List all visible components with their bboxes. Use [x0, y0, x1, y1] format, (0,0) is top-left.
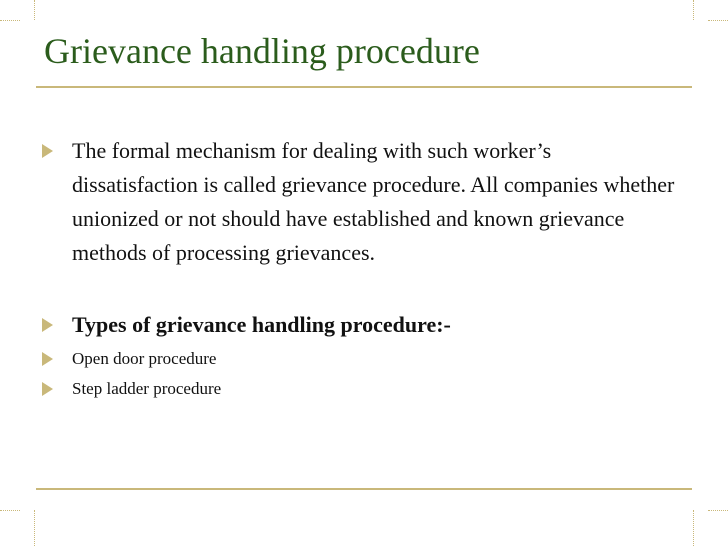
- bullet-definition: [42, 134, 682, 270]
- corner-frame-bottom-right: [693, 510, 694, 546]
- corner-frame-right-top: [708, 20, 728, 21]
- bullet-types-heading: [42, 310, 682, 340]
- footer-divider: [36, 488, 692, 490]
- triangle-bullet-icon: [42, 318, 53, 332]
- bullet-open-door: [42, 348, 682, 370]
- bullet-step-ladder: [42, 378, 682, 400]
- corner-frame-left-top: [0, 20, 20, 21]
- bullet-text: Open door procedure: [72, 349, 217, 368]
- triangle-bullet-icon: [42, 144, 53, 158]
- title-divider: [36, 86, 692, 88]
- corner-frame-bottom-left: [34, 510, 35, 546]
- bullet-list: [42, 134, 682, 400]
- slide-title: Grievance handling procedure: [44, 31, 480, 71]
- corner-frame-left-bottom: [0, 510, 20, 511]
- bullet-text: The formal mechanism for dealing with such worker’s dissatisfaction is called grievance procedure. All companies whether unionized or not should have established and known grievance methods of processing grievances.: [72, 138, 675, 265]
- bullet-text: Types of grievance handling procedure:-: [72, 312, 451, 337]
- corner-frame-top-left: [34, 0, 35, 20]
- corner-frame-top-right: [693, 0, 694, 20]
- triangle-bullet-icon: [42, 352, 53, 366]
- corner-frame-right-bottom: [708, 510, 728, 511]
- bullet-text: Step ladder procedure: [72, 379, 222, 398]
- triangle-bullet-icon: [42, 382, 53, 396]
